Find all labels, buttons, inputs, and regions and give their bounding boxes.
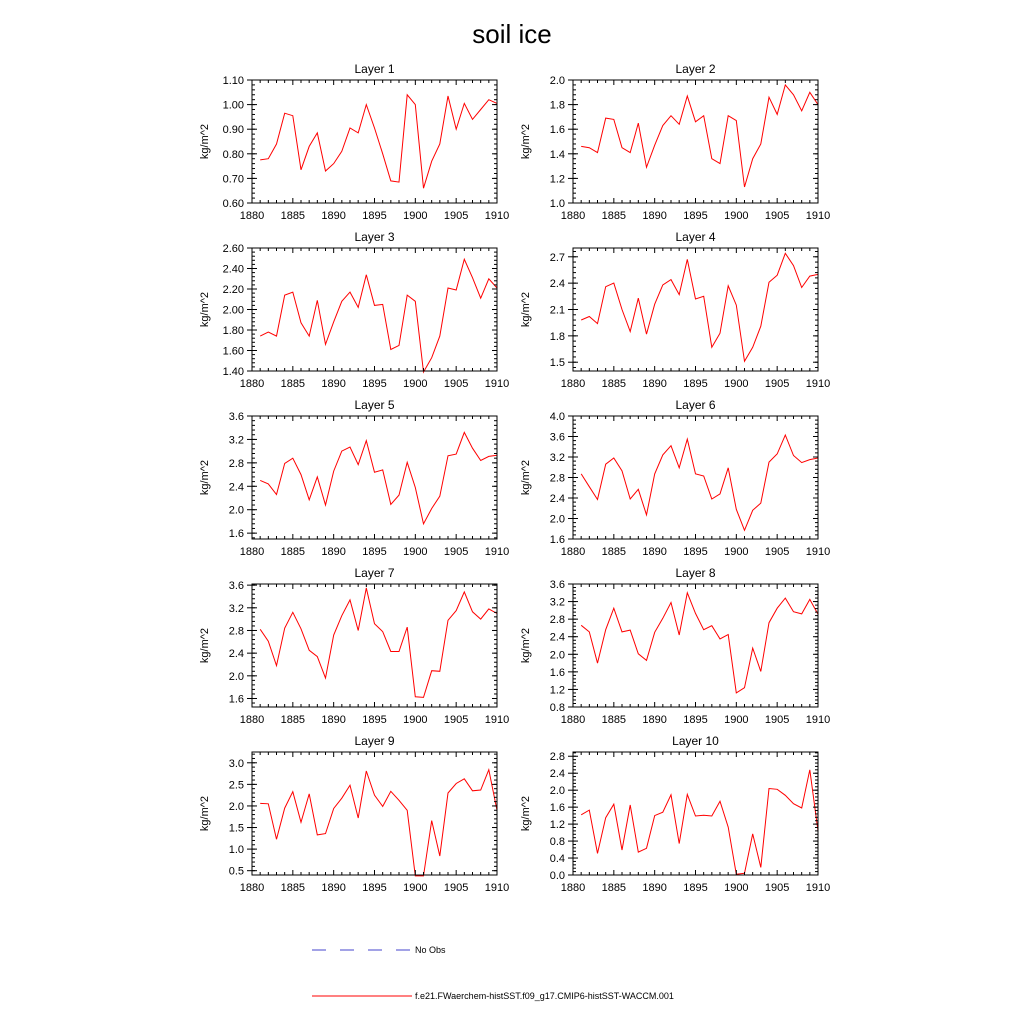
- series-line: [581, 593, 818, 693]
- x-tick-label: 1905: [764, 882, 790, 894]
- y-axis-label: kg/m^2: [520, 795, 532, 832]
- series-line: [581, 770, 818, 874]
- x-tick-label: 1885: [280, 546, 306, 558]
- y-tick-label: 2.4: [549, 768, 565, 781]
- legend-model-label: f.e21.FWaerchem-histSST.f09_g17.CMIP6-histSST-WACCM.001: [415, 991, 674, 1001]
- y-tick-label: 1.4: [549, 148, 565, 161]
- y-tick-label: 2.4: [228, 648, 244, 661]
- x-tick-label: 1885: [601, 714, 627, 726]
- panel-layer-5: [199, 398, 509, 558]
- series-line: [581, 435, 818, 530]
- plot-frame: [252, 248, 497, 371]
- series-line: [260, 95, 497, 188]
- y-tick-label: 2.0: [228, 670, 244, 683]
- y-tick-label: 2.8: [228, 457, 244, 470]
- y-tick-label: 0.70: [222, 173, 244, 186]
- y-axis-label: kg/m^2: [199, 291, 211, 328]
- y-tick-label: 3.2: [549, 596, 565, 609]
- x-tick-label: 1890: [321, 882, 346, 894]
- x-tick-label: 1895: [362, 546, 387, 558]
- y-axis-label: kg/m^2: [520, 291, 532, 328]
- x-tick-label: 1890: [642, 882, 667, 894]
- x-tick-label: 1900: [403, 378, 428, 390]
- y-tick-label: 1.40: [222, 366, 244, 378]
- y-tick-label: 2.0: [549, 75, 565, 87]
- x-tick-label: 1910: [484, 546, 510, 558]
- y-tick-label: 3.6: [549, 579, 565, 591]
- series-line: [260, 770, 497, 876]
- y-tick-label: 0.8: [549, 836, 565, 849]
- x-tick-label: 1880: [239, 378, 265, 390]
- panel-title: Layer 1: [354, 62, 395, 76]
- x-tick-label: 1910: [805, 210, 831, 222]
- x-tick-label: 1885: [280, 882, 306, 894]
- x-tick-label: 1910: [805, 882, 831, 894]
- y-axis-label: kg/m^2: [199, 459, 211, 496]
- y-tick-label: 0.80: [222, 148, 244, 161]
- panel-title: Layer 6: [675, 398, 716, 412]
- x-tick-label: 1885: [601, 210, 627, 222]
- y-tick-label: 2.60: [222, 243, 244, 255]
- x-tick-label: 1905: [443, 210, 469, 222]
- x-tick-label: 1880: [239, 210, 265, 222]
- panel-title: Layer 10: [672, 734, 719, 748]
- x-tick-label: 1885: [601, 882, 627, 894]
- x-tick-label: 1905: [443, 378, 469, 390]
- x-tick-label: 1890: [642, 546, 667, 558]
- x-tick-label: 1905: [764, 714, 790, 726]
- y-tick-label: 3.2: [549, 452, 565, 464]
- x-tick-label: 1905: [764, 378, 790, 390]
- y-axis-label: kg/m^2: [520, 627, 532, 664]
- panel-title: Layer 3: [354, 230, 395, 244]
- y-tick-label: 4.0: [549, 411, 565, 423]
- panel-title: Layer 2: [675, 62, 716, 76]
- x-tick-label: 1900: [724, 882, 749, 894]
- plot-frame: [573, 248, 818, 371]
- x-tick-label: 1880: [560, 546, 586, 558]
- y-tick-label: 2.8: [228, 625, 244, 638]
- y-tick-label: 1.0: [549, 198, 565, 210]
- panel-title: Layer 5: [354, 398, 395, 412]
- x-tick-label: 1880: [560, 882, 586, 894]
- x-tick-label: 1880: [560, 714, 586, 726]
- plot-frame: [252, 416, 497, 539]
- panel-grid: [199, 62, 830, 894]
- y-tick-label: 3.2: [228, 434, 244, 447]
- y-tick-label: 2.0: [549, 785, 565, 798]
- x-tick-label: 1910: [484, 714, 510, 726]
- panel-layer-6: [520, 398, 830, 558]
- y-tick-label: 3.6: [228, 411, 244, 423]
- x-tick-label: 1890: [321, 210, 346, 222]
- x-tick-label: 1880: [560, 210, 586, 222]
- y-tick-label: 0.90: [222, 124, 244, 137]
- panel-layer-4: [520, 230, 830, 390]
- y-tick-label: 0.5: [228, 865, 244, 878]
- y-tick-label: 3.6: [549, 431, 565, 444]
- y-tick-label: 0.0: [549, 870, 565, 882]
- y-tick-label: 1.6: [549, 124, 565, 137]
- y-tick-label: 1.6: [549, 802, 565, 815]
- x-tick-label: 1900: [724, 546, 749, 558]
- y-tick-label: 3.6: [228, 580, 244, 593]
- y-tick-label: 3.0: [228, 757, 244, 770]
- x-tick-label: 1885: [280, 714, 306, 726]
- y-tick-label: 0.4: [549, 853, 565, 866]
- y-tick-label: 2.7: [549, 251, 565, 264]
- x-tick-label: 1900: [403, 882, 428, 894]
- series-line: [581, 85, 818, 187]
- y-tick-label: 1.2: [549, 819, 565, 832]
- x-tick-label: 1890: [642, 378, 667, 390]
- y-tick-label: 1.8: [549, 99, 565, 112]
- x-tick-label: 1900: [403, 714, 428, 726]
- x-tick-label: 1895: [683, 714, 708, 726]
- x-tick-label: 1880: [560, 378, 586, 390]
- y-tick-label: 2.5: [228, 779, 244, 792]
- x-tick-label: 1910: [805, 378, 831, 390]
- x-tick-label: 1895: [362, 210, 387, 222]
- panel-title: Layer 4: [675, 230, 716, 244]
- y-tick-label: 2.4: [549, 278, 565, 291]
- x-tick-label: 1890: [321, 546, 346, 558]
- x-tick-label: 1900: [724, 210, 749, 222]
- x-tick-label: 1910: [484, 210, 510, 222]
- panel-layer-10: [520, 734, 830, 894]
- figure-title: soil ice: [472, 19, 552, 49]
- plot-frame: [252, 80, 497, 203]
- x-tick-label: 1895: [683, 210, 708, 222]
- y-tick-label: 2.0: [228, 800, 244, 813]
- panel-title: Layer 7: [354, 566, 395, 580]
- x-tick-label: 1895: [362, 714, 387, 726]
- y-tick-label: 1.60: [222, 345, 244, 358]
- y-tick-label: 1.80: [222, 325, 244, 337]
- x-tick-label: 1885: [280, 210, 306, 222]
- x-tick-label: 1895: [362, 378, 387, 390]
- x-tick-label: 1890: [321, 378, 346, 390]
- panel-layer-9: [199, 734, 509, 894]
- y-tick-label: 1.2: [549, 173, 565, 186]
- series-line: [260, 259, 497, 372]
- y-tick-label: 1.5: [549, 357, 565, 370]
- x-tick-label: 1905: [443, 714, 469, 726]
- y-tick-label: 2.8: [549, 614, 565, 627]
- y-tick-label: 1.00: [222, 99, 244, 112]
- y-axis-label: kg/m^2: [520, 459, 532, 496]
- x-tick-label: 1895: [683, 378, 708, 390]
- plot-frame: [573, 416, 818, 539]
- x-tick-label: 1895: [683, 546, 708, 558]
- y-tick-label: 1.10: [222, 75, 244, 87]
- y-tick-label: 3.2: [228, 602, 244, 615]
- y-tick-label: 1.2: [549, 684, 565, 697]
- x-tick-label: 1905: [764, 210, 790, 222]
- x-tick-label: 1905: [443, 546, 469, 558]
- x-tick-label: 1880: [239, 714, 265, 726]
- x-tick-label: 1895: [683, 882, 708, 894]
- y-axis-label: kg/m^2: [520, 123, 532, 160]
- y-tick-label: 2.8: [549, 472, 565, 485]
- series-line: [260, 432, 497, 523]
- x-tick-label: 1885: [601, 378, 627, 390]
- x-tick-label: 1910: [805, 714, 831, 726]
- y-tick-label: 1.8: [549, 330, 565, 343]
- y-axis-label: kg/m^2: [199, 627, 211, 664]
- x-tick-label: 1910: [484, 378, 510, 390]
- y-tick-label: 1.6: [228, 528, 244, 541]
- x-tick-label: 1885: [280, 378, 306, 390]
- x-tick-label: 1880: [239, 882, 265, 894]
- x-tick-label: 1890: [642, 210, 667, 222]
- y-tick-label: 0.8: [549, 702, 565, 714]
- panel-layer-3: [199, 230, 509, 390]
- y-tick-label: 2.1: [549, 304, 565, 317]
- y-tick-label: 1.6: [228, 693, 244, 706]
- y-tick-label: 2.8: [549, 751, 565, 764]
- y-tick-label: 2.0: [549, 649, 565, 662]
- plot-frame: [252, 752, 497, 875]
- x-tick-label: 1910: [805, 546, 831, 558]
- y-tick-label: 2.4: [549, 493, 565, 505]
- x-tick-label: 1905: [764, 546, 790, 558]
- x-tick-label: 1895: [362, 882, 387, 894]
- y-tick-label: 2.0: [549, 513, 565, 526]
- x-tick-label: 1885: [601, 546, 627, 558]
- y-tick-label: 2.20: [222, 284, 244, 296]
- panel-layer-2: [520, 62, 830, 222]
- y-tick-label: 1.6: [549, 534, 565, 546]
- y-tick-label: 2.4: [228, 481, 244, 494]
- y-tick-label: 2.40: [222, 263, 244, 276]
- x-tick-label: 1910: [484, 882, 510, 894]
- x-tick-label: 1905: [443, 882, 469, 894]
- y-tick-label: 2.4: [549, 631, 565, 644]
- x-tick-label: 1900: [403, 546, 428, 558]
- x-tick-label: 1900: [403, 210, 428, 222]
- x-tick-label: 1900: [724, 378, 749, 390]
- panel-layer-8: [520, 566, 830, 726]
- panel-title: Layer 8: [675, 566, 716, 580]
- x-tick-label: 1880: [239, 546, 265, 558]
- y-tick-label: 1.6: [549, 666, 565, 679]
- x-tick-label: 1900: [724, 714, 749, 726]
- panel-layer-1: [199, 62, 509, 222]
- y-tick-label: 2.00: [222, 304, 244, 317]
- y-tick-label: 0.60: [222, 198, 244, 210]
- series-line: [260, 588, 497, 697]
- plot-frame: [573, 752, 818, 875]
- legend-no-obs-label: No Obs: [415, 945, 446, 955]
- x-tick-label: 1890: [642, 714, 667, 726]
- panel-layer-7: [199, 566, 509, 726]
- y-axis-label: kg/m^2: [199, 123, 211, 160]
- y-tick-label: 2.0: [228, 504, 244, 517]
- legend: [312, 945, 674, 1001]
- y-tick-label: 1.0: [228, 844, 244, 857]
- y-axis-label: kg/m^2: [199, 795, 211, 832]
- panel-title: Layer 9: [354, 734, 395, 748]
- series-line: [581, 253, 818, 361]
- x-tick-label: 1890: [321, 714, 346, 726]
- y-tick-label: 1.5: [228, 822, 244, 835]
